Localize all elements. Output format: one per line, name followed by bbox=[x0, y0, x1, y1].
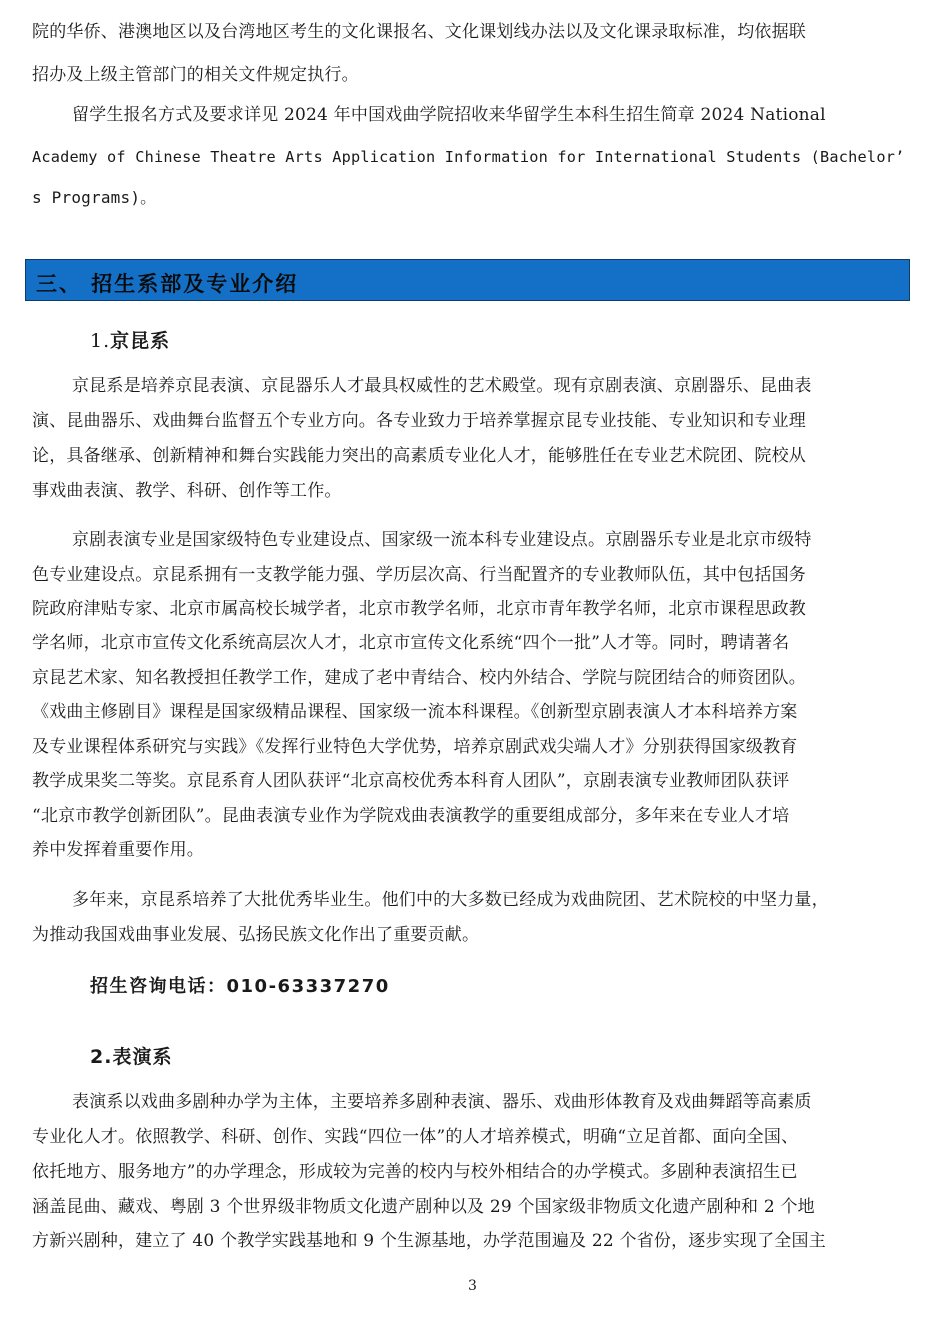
dept1-para2-line-4: 学名师，北京市宣传文化系统高层次人才，北京市宣传文化系统“四个一批”人才等。同时，聘请著名 bbox=[32, 633, 790, 653]
section-title: 三、 招生系部及专业介绍 bbox=[36, 272, 299, 296]
dept1-para2-line-6: 《戏曲主修剧目》课程是国家级精品课程、国家级一流本科课程。《创新型京剧表演人才本科培养方案 bbox=[32, 702, 798, 722]
section-header-bar bbox=[25, 259, 910, 301]
dept1-para2-line-8: 教学成果奖二等奖。京昆系育人团队获评“北京高校优秀本科育人团队”，京剧表演专业教师团队获评 bbox=[32, 771, 790, 791]
dept1-para2-line-7: 及专业课程体系研究与实践》《发挥行业特色大学优势，培养京剧武戏尖端人才》分别获得国家级教育 bbox=[32, 737, 798, 757]
dept1-para1-line-2: 演、昆曲器乐、戏曲舞台监督五个专业方向。各专业致力于培养掌握京昆专业技能、专业知识和专业理 bbox=[32, 411, 806, 431]
dept2-para1-line-5: 方新兴剧种，建立了 40 个教学实践基地和 9 个生源基地，办学范围遍及 22 个省份，逐步实现了全国主 bbox=[32, 1231, 826, 1251]
dept1-para3-line-1: 多年来，京昆系培养了大批优秀毕业生。他们中的大多数已经成为戏曲院团、艺术院校的中坚力量， bbox=[72, 890, 829, 910]
dept2-para1-line-3: 依托地方、服务地方”的办学理念，形成较为完善的校内与校外相结合的办学模式。多剧种表演招生已 bbox=[32, 1162, 798, 1182]
dept-number: 1. bbox=[90, 330, 111, 352]
dept1-para1-line-3: 论，具备继承、创新精神和舞台实践能力突出的高素质专业化人才，能够胜任在专业艺术院团、院校从 bbox=[32, 446, 806, 466]
intro-line-2: 招办及上级主管部门的相关文件规定执行。 bbox=[32, 65, 359, 85]
dept1-para1-line-1: 京昆系是培养京昆表演、京昆器乐人才最具权威性的艺术殿堂。现有京剧表演、京剧器乐、昆曲表 bbox=[72, 376, 812, 396]
dept1-para2-line-1: 京剧表演专业是国家级特色专业建设点、国家级一流本科专业建设点。京剧器乐专业是北京市级特 bbox=[72, 530, 812, 550]
intro-line-4: Academy of Chinese Theatre Arts Application Information for International Students (Bachelor’ bbox=[32, 148, 905, 166]
intro-line-3: 留学生报名方式及要求详见 2024 年中国戏曲学院招收来华留学生本科生招生简章 2024 National bbox=[72, 105, 826, 125]
dept1-para2-line-9: “北京市教学创新团队”。昆曲表演专业作为学院戏曲表演教学的重要组成部分，多年来在专业人才培 bbox=[32, 806, 790, 826]
dept-heading-jingkun bbox=[90, 326, 170, 353]
dept-heading-biaoyan bbox=[90, 1042, 172, 1069]
dept1-para2-line-2: 色专业建设点。京昆系拥有一支教学能力强、学历层次高、行当配置齐的专业教师队伍，其中包括国务 bbox=[32, 565, 806, 585]
dept-name: 京昆系 bbox=[110, 330, 171, 352]
dept1-para3-line-2: 为推动我国戏曲事业发展、弘扬民族文化作出了重要贡献。 bbox=[32, 925, 480, 945]
admission-phone: 招生咨询电话：010-63337270 bbox=[90, 976, 390, 997]
dept1-para1-line-4: 事戏曲表演、教学、科研、创作等工作。 bbox=[32, 481, 342, 501]
dept2-para1-line-4: 涵盖昆曲、藏戏、粤剧 3 个世界级非物质文化遗产剧种以及 29 个国家级非物质文化遗产剧种和 2 个地 bbox=[32, 1197, 815, 1217]
dept1-para2-line-5: 京昆艺术家、知名教授担任教学工作，建成了老中青结合、校内外结合、学院与院团结合的师资团队。 bbox=[32, 668, 806, 688]
dept2-para1-line-2: 专业化人才。依照教学、科研、创作、实践“四位一体”的人才培养模式，明确“立足首都、面向全国、 bbox=[32, 1127, 799, 1147]
page-number: 3 bbox=[468, 1278, 477, 1294]
dept2-para1-line-1: 表演系以戏曲多剧种办学为主体，主要培养多剧种表演、器乐、戏曲形体教育及戏曲舞蹈等高素质 bbox=[72, 1092, 812, 1112]
dept-name: 表演系 bbox=[112, 1046, 173, 1068]
dept-number: 2. bbox=[90, 1046, 113, 1068]
intro-line-5: s Programs)。 bbox=[32, 188, 157, 207]
intro-line-1: 院的华侨、港澳地区以及台湾地区考生的文化课报名、文化课划线办法以及文化课录取标准，均依据联 bbox=[32, 22, 806, 42]
dept1-para2-line-3: 院政府津贴专家、北京市属高校长城学者，北京市教学名师，北京市青年教学名师，北京市课程思政教 bbox=[32, 599, 806, 619]
dept1-para2-line-10: 养中发挥着重要作用。 bbox=[32, 840, 204, 860]
